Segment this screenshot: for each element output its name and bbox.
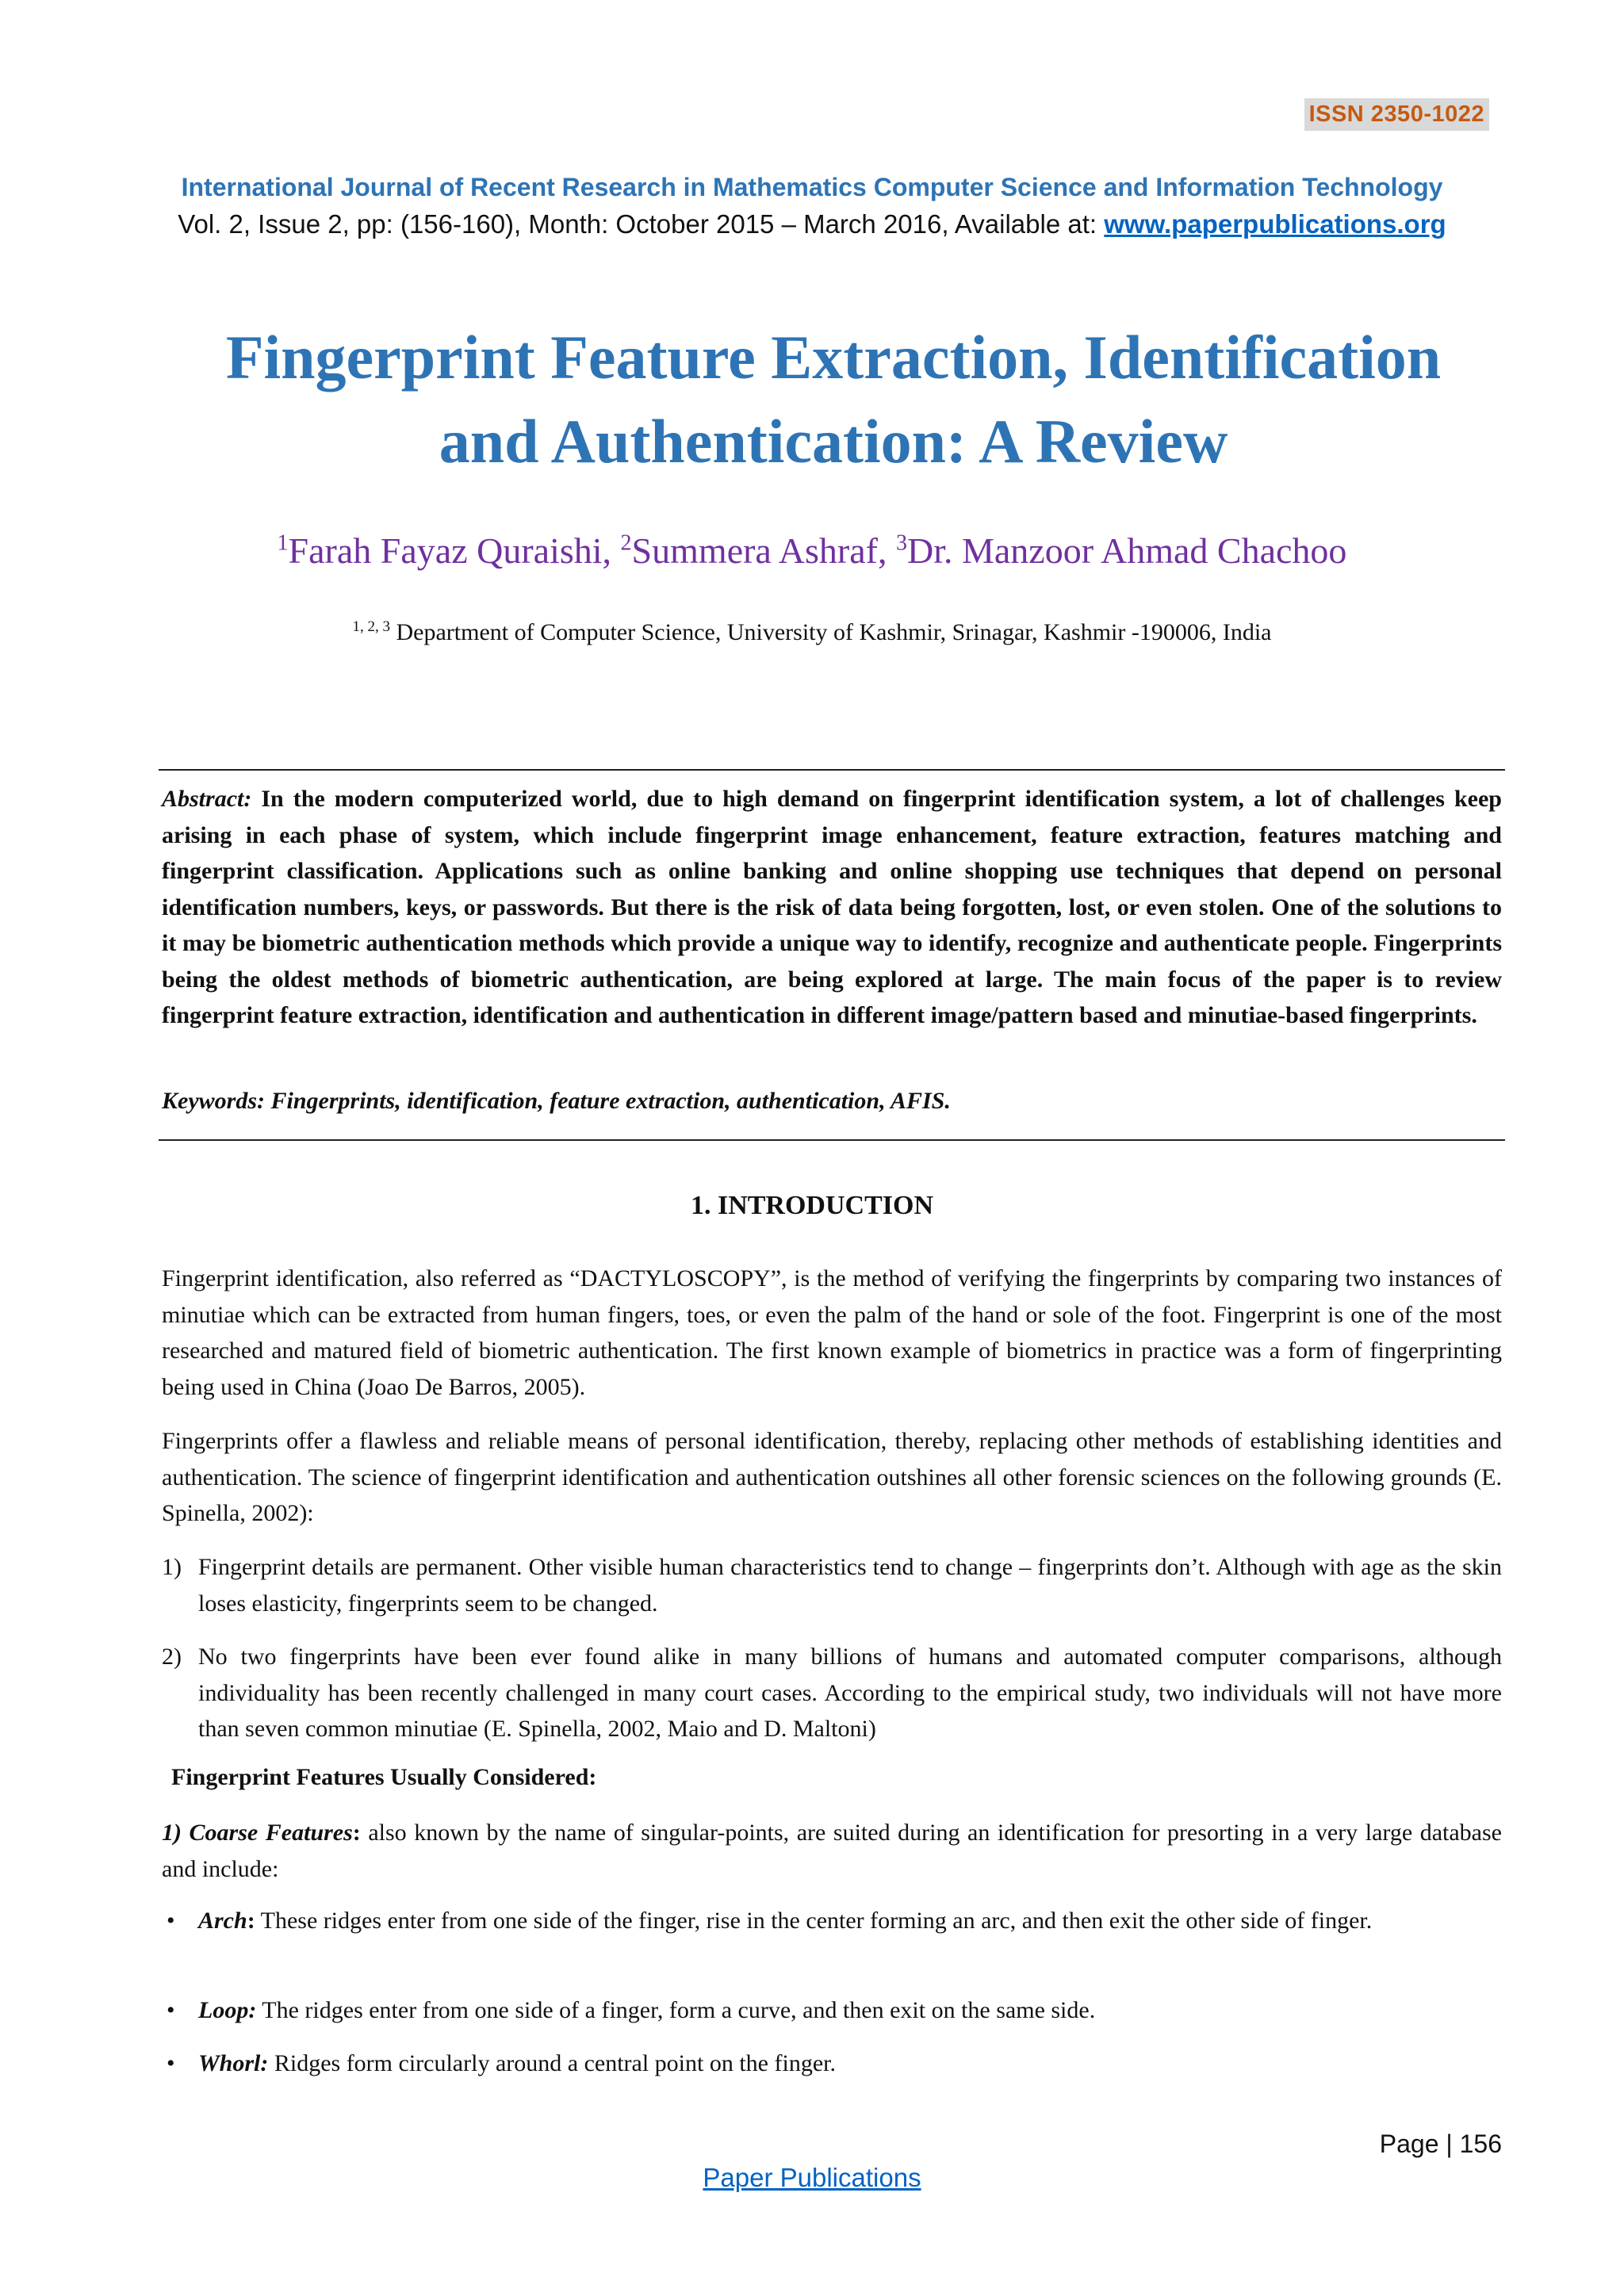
title-line-2: and Authentication: A Review bbox=[439, 407, 1228, 476]
issn-label: ISSN 2350-1022 bbox=[1304, 98, 1489, 131]
list-item-1 bbox=[162, 1549, 1502, 1621]
page-number: Page | 156 bbox=[1379, 2130, 1502, 2158]
affiliation-numbers: 1, 2, 3 bbox=[352, 618, 390, 635]
keywords-text: Fingerprints, identification, feature extraction, authentication, AFIS. bbox=[265, 1088, 951, 1114]
coarse-features-paragraph bbox=[162, 1815, 1502, 1887]
coarse-features-label: 1) Coarse Features bbox=[162, 1820, 353, 1846]
abstract-label: Abstract: bbox=[162, 786, 252, 812]
journal-website-link[interactable]: www.paperpublications.org bbox=[1104, 209, 1446, 239]
paper-title bbox=[127, 316, 1540, 484]
keywords bbox=[162, 1088, 1502, 1115]
bullet-whorl-term: Whorl: bbox=[198, 2050, 269, 2076]
bullet-whorl bbox=[162, 2045, 1502, 2082]
abstract-bottom-rule bbox=[159, 1139, 1505, 1141]
abstract-top-rule bbox=[159, 769, 1505, 771]
journal-title: International Journal of Recent Research in Mathematics Computer Science and Information Technology bbox=[181, 173, 1443, 201]
bullet-dot-icon: • bbox=[167, 1908, 175, 1934]
bullet-arch bbox=[162, 1903, 1502, 1939]
bullet-loop bbox=[162, 1992, 1502, 2029]
bullet-loop-term: Loop: bbox=[198, 1997, 257, 2023]
publisher-link[interactable]: Paper Publications bbox=[703, 2163, 921, 2192]
volume-text: Vol. 2, Issue 2, pp: (156-160), Month: October 2015 – March 2016, Available at: bbox=[178, 209, 1105, 239]
bullet-dot-icon: • bbox=[167, 2050, 175, 2076]
abstract-text: In the modern computerized world, due to high demand on fingerprint identification system, a lot of challenges keep arising in each phase of system, which include fingerprint image enhancement, feature extraction, features matching and fingerprint classification. Applications such as online banking and online shopping use techniques that depend on personal identification numbers, keys, or passwords. But there is the risk of data being forgotten, lost, or even stolen. One of the solutions to it may be biometric authentication methods which provide a unique way to identify, recognize and authenticate people. Fingerprints being the oldest methods of biometric authentication, are being explored at large. The main focus of the paper is to review fingerprint feature extraction, identification and authentication in different image/pattern based and minutiae-based fingerprints. bbox=[162, 786, 1502, 1028]
affiliation-text: Department of Computer Science, University of Kashmir, Srinagar, Kashmir -190006, India bbox=[390, 619, 1272, 645]
bullet-whorl-text: Ridges form circularly around a central point on the finger. bbox=[268, 2050, 836, 2076]
bullet-dot-icon: • bbox=[167, 1997, 175, 2023]
author-1-number: 1 bbox=[277, 530, 289, 556]
abstract bbox=[162, 781, 1502, 1034]
title-line-1: Fingerprint Feature Extraction, Identification bbox=[225, 323, 1442, 392]
bullet-arch-colon: : bbox=[247, 1908, 255, 1934]
volume-line bbox=[0, 209, 1624, 239]
features-heading: Fingerprint Features Usually Considered: bbox=[171, 1764, 597, 1790]
author-2: Summera Ashraf, bbox=[631, 530, 896, 571]
list-item-1-number: 1) bbox=[162, 1554, 182, 1580]
list-item-1-text: Fingerprint details are permanent. Other visible human characteristics tend to change – fingerprints don’t. Although with age as the skin loses elasticity, fingerprints seem to be changed. bbox=[198, 1554, 1502, 1617]
intro-paragraph-1: Fingerprint identification, also referred as “DACTYLOSCOPY”, is the method of verifying the fingerprints by comparing two instances of minutiae which can be extracted from human fingers, toes, or even the palm of the hand or sole of the foot. Fingerprint is one of the most researched and matured field of biometric authentication. The first known example of biometrics in practice was a form of fingerprinting being used in China (Joao De Barros, 2005). bbox=[162, 1265, 1502, 1400]
author-2-number: 2 bbox=[620, 530, 632, 556]
list-item-2-number: 2) bbox=[162, 1644, 182, 1670]
footer bbox=[0, 2163, 1624, 2193]
list-item-2 bbox=[162, 1639, 1502, 1747]
author-3: Dr. Manzoor Ahmad Chachoo bbox=[906, 530, 1347, 571]
keywords-label: Keywords: bbox=[162, 1088, 265, 1114]
authors bbox=[0, 530, 1624, 572]
bullet-arch-term: Arch bbox=[198, 1908, 247, 1934]
author-3-number: 3 bbox=[895, 530, 907, 556]
coarse-features-colon: : bbox=[352, 1820, 361, 1846]
coarse-features-text: also known by the name of singular-points, are suited during an identification for presorting in a very large database and include: bbox=[162, 1820, 1502, 1882]
affiliation bbox=[0, 618, 1624, 646]
bullet-loop-text: The ridges enter from one side of a finger, form a curve, and then exit on the same side. bbox=[256, 1997, 1096, 2023]
list-item-2-text: No two fingerprints have been ever found alike in many billions of humans and automated computer comparisons, although individuality has been recently challenged in many court cases. According to the empirical study, two individuals will not have more than seven common minutiae (E. Spinella, 2002, Maio and D. Maltoni) bbox=[198, 1644, 1502, 1742]
section-heading-introduction: 1. INTRODUCTION bbox=[690, 1191, 934, 1220]
author-1: Farah Fayaz Quraishi, bbox=[288, 530, 621, 571]
bullet-arch-text: These ridges enter from one side of the finger, rise in the center forming an arc, and then exit the other side of finger. bbox=[255, 1908, 1373, 1934]
intro-paragraph-2: Fingerprints offer a flawless and reliable means of personal identification, thereby, replacing other methods of establishing identities and authentication. The science of fingerprint identification and authentication outshines all other forensic sciences on the following grounds (E. Spinella, 2002): bbox=[162, 1428, 1502, 1526]
